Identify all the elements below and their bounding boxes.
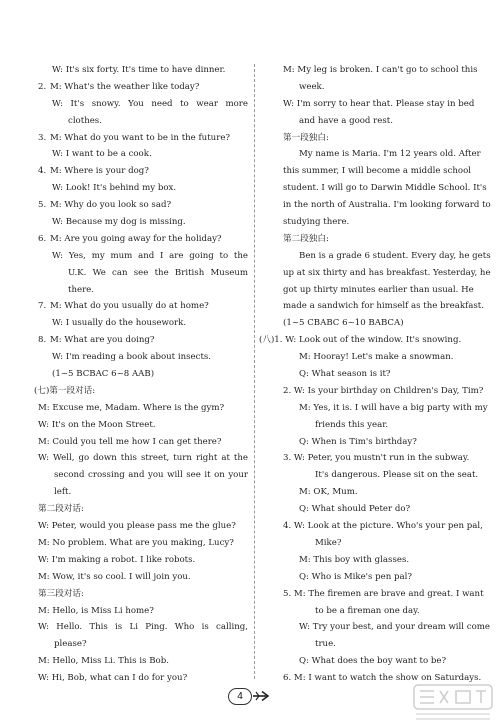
text-line <box>259 349 467 366</box>
text-line <box>259 197 491 214</box>
line-text: M: Are you going away for the holiday? <box>50 233 222 244</box>
text-line <box>259 163 472 180</box>
text-line <box>259 248 491 265</box>
line-text: and have a good rest. <box>299 115 393 126</box>
line-text: W: Hi, Bob, what can I do for you? <box>38 673 188 684</box>
line-text: 第二段对话: <box>38 504 84 515</box>
line-text: M: What's the weather like today? <box>50 81 200 92</box>
text-line <box>38 163 248 180</box>
text-line <box>38 265 248 282</box>
line-text: (八)1. W: Look out of the window. It's snowing. <box>259 335 462 346</box>
text-line <box>38 79 248 96</box>
text-line <box>38 434 248 451</box>
line-text: 2. W: Is your birthday on Children's Day, Tim? <box>283 385 484 396</box>
text-line <box>259 214 467 231</box>
column-divider <box>254 64 255 679</box>
line-text: W: Try your best, and your dream will come <box>299 622 491 633</box>
item-number: 3. <box>38 132 47 143</box>
line-text: 3. W: Peter, you mustn't run in the subway. <box>283 453 470 464</box>
text-line <box>259 265 491 282</box>
text-line <box>38 450 248 467</box>
line-text: clothes. <box>68 115 102 126</box>
text-line <box>38 535 248 552</box>
text-line <box>259 180 487 197</box>
line-text: friends this year. <box>315 419 389 430</box>
page-number: 4 <box>228 688 252 705</box>
text-line <box>38 248 248 265</box>
line-text: 第一段独白: <box>283 132 329 143</box>
item-number: 6. <box>38 233 47 244</box>
line-text: W: Because my dog is missing. <box>52 217 186 228</box>
line-text: M: No problem. What are you making, Lucy? <box>38 537 234 548</box>
line-text: to be a fireman one day. <box>315 605 420 616</box>
line-text: second crossing and you will see it on your <box>54 470 248 481</box>
line-text: U.K. We can see the British Museum <box>68 267 248 278</box>
text-line <box>38 146 248 163</box>
text-line <box>259 315 467 332</box>
text-line <box>259 484 467 501</box>
item-number: 2. <box>38 81 47 92</box>
text-line <box>38 332 248 349</box>
text-line <box>38 636 248 653</box>
text-line <box>259 586 484 603</box>
text-line <box>259 569 467 586</box>
line-text: 4. W: Look at the picture. Who's your pen pal, <box>283 521 483 532</box>
line-text: M: Why do you look so sad? <box>50 200 172 211</box>
line-text: studying there. <box>283 217 350 228</box>
line-text: W: I'm making a robot. I like robots. <box>38 554 196 565</box>
text-line <box>259 552 467 569</box>
text-line <box>259 130 467 147</box>
text-line <box>38 231 248 248</box>
line-text: made a sandwich for himself as the breakfast. <box>283 301 484 312</box>
text-line <box>259 518 483 535</box>
text-line <box>38 653 248 670</box>
text-line <box>259 383 484 400</box>
line-text: M: What do you want to be in the future? <box>50 132 231 143</box>
line-text: W: It's on the Moon Street. <box>38 419 156 430</box>
text-line <box>38 603 248 620</box>
line-text: Ben is a grade 6 student. Every day, he gets <box>299 250 491 261</box>
line-text: Q: What does the boy want to be? <box>299 656 447 667</box>
line-text: (1~5 CBABC 6~10 BABCA) <box>283 318 404 329</box>
text-line <box>38 619 248 636</box>
text-line <box>38 501 248 518</box>
text-line <box>38 315 248 332</box>
watermark-logo <box>412 683 494 723</box>
text-line <box>259 282 474 299</box>
text-line <box>38 400 248 417</box>
line-text: W: I want to be a cook. <box>52 149 152 160</box>
line-text: M: Where is your dog? <box>50 166 149 177</box>
text-line <box>38 214 248 231</box>
text-line <box>259 417 467 434</box>
item-number: 8. <box>38 335 47 346</box>
text-line <box>38 62 248 79</box>
text-line <box>259 535 467 552</box>
line-text: 第二段独白: <box>283 233 329 244</box>
text-line <box>259 501 467 518</box>
line-text: (七)第一段对话: <box>34 385 96 396</box>
line-text: in the north of Australia. I'm looking forward to <box>283 200 491 211</box>
line-text: My name is Maria. I'm 12 years old. After <box>299 149 481 160</box>
item-number: 7. <box>38 301 47 312</box>
line-text: this summer, I will become a middle school <box>283 166 472 177</box>
text-line <box>38 113 248 130</box>
line-text: M: Hooray! Let's make a snowman. <box>299 352 454 363</box>
line-text: Q: Who is Mike's pen pal? <box>299 571 413 582</box>
line-text: up at six thirty and has breakfast. Yesterday, he <box>283 267 491 278</box>
text-line <box>38 96 248 113</box>
text-line <box>38 298 248 315</box>
text-line <box>259 619 491 636</box>
line-text: 5. M: The firemen are brave and great. I want <box>283 588 484 599</box>
text-line <box>38 366 248 383</box>
text-line <box>259 146 481 163</box>
line-text: left. <box>54 487 72 498</box>
line-text: please? <box>54 639 87 650</box>
line-text: M: Could you tell me how I can get there? <box>38 436 222 447</box>
line-text: there. <box>68 284 94 295</box>
text-line <box>38 180 248 197</box>
text-line <box>38 282 248 299</box>
line-text: week. <box>299 81 325 92</box>
text-line <box>34 383 248 400</box>
line-text: W: I'm reading a book about insects. <box>52 352 212 363</box>
line-text: W: Yes, my mum and I are going to the <box>52 250 248 261</box>
text-line <box>259 113 467 130</box>
line-text: Mike? <box>315 537 342 548</box>
text-line <box>259 96 475 113</box>
text-line <box>259 332 467 349</box>
line-text: student. I will go to Darwin Middle School. It's <box>283 183 487 194</box>
text-line <box>38 349 248 366</box>
line-text: got up thirty minutes earlier than usual. He <box>283 284 474 295</box>
text-line <box>259 434 467 451</box>
text-line <box>38 130 248 147</box>
line-text: M: My leg is broken. I can't go to school this <box>283 65 478 75</box>
line-text: W: It's six forty. It's time to have dinner. <box>52 65 226 75</box>
line-text: 第三段对话: <box>38 588 84 599</box>
text-line <box>38 586 248 603</box>
text-line <box>259 62 478 79</box>
line-text: 6. M: I want to watch the show on Saturdays. <box>283 673 482 684</box>
line-text: M: This boy with glasses. <box>299 554 410 565</box>
line-text: W: I'm sorry to hear that. Please stay in bed <box>283 98 475 109</box>
text-line <box>259 653 467 670</box>
text-line <box>259 400 488 417</box>
item-number: 5. <box>38 200 47 211</box>
line-text: W: I usually do the housework. <box>52 318 187 329</box>
line-text: W: Look! It's behind my box. <box>52 183 177 194</box>
left-column <box>34 62 248 687</box>
line-text: (1~5 BCBAC 6~8 AAB) <box>52 369 155 380</box>
text-line <box>259 467 479 484</box>
right-column <box>259 62 491 687</box>
text-line <box>259 298 484 315</box>
text-line <box>259 231 467 248</box>
text-line <box>38 484 248 501</box>
line-text: M: OK, Mum. <box>299 487 358 498</box>
arrow-right-icon <box>252 690 272 702</box>
line-text: Q: What season is it? <box>299 369 391 380</box>
line-text: M: What are you doing? <box>50 335 155 346</box>
line-text: M: Hello, Miss Li. This is Bob. <box>38 656 169 667</box>
line-text: W: Well, go down this street, turn right at the <box>38 453 248 464</box>
line-text: M: Hello, is Miss Li home? <box>38 605 154 616</box>
line-text: M: Wow, it's so cool. I will join you. <box>38 571 191 582</box>
text-line <box>259 366 467 383</box>
text-line <box>259 636 467 653</box>
item-number: 4. <box>38 166 47 177</box>
line-text: M: Excuse me, Madam. Where is the gym? <box>38 402 225 413</box>
text-line <box>259 79 467 96</box>
text-line <box>38 467 248 484</box>
line-text: Q: When is Tim's birthday? <box>299 436 417 447</box>
text-line <box>38 552 248 569</box>
line-text: M: What do you usually do at home? <box>50 301 209 312</box>
line-text: It's dangerous. Please sit on the seat. <box>315 470 479 481</box>
line-text: W: Hello. This is Li Ping. Who is calling, <box>38 622 248 633</box>
text-line <box>259 603 467 620</box>
text-line <box>38 417 248 434</box>
text-line <box>38 197 248 214</box>
line-text: Q: What should Peter do? <box>299 504 411 515</box>
line-text: W: Peter, would you please pass me the glue? <box>38 521 236 532</box>
line-text: M: Yes, it is. I will have a big party with my <box>299 402 488 413</box>
line-text: W: It's snowy. You need to wear more <box>52 98 248 109</box>
text-line <box>38 518 248 535</box>
line-text: true. <box>315 639 336 650</box>
text-line <box>259 450 470 467</box>
text-line <box>38 569 248 586</box>
